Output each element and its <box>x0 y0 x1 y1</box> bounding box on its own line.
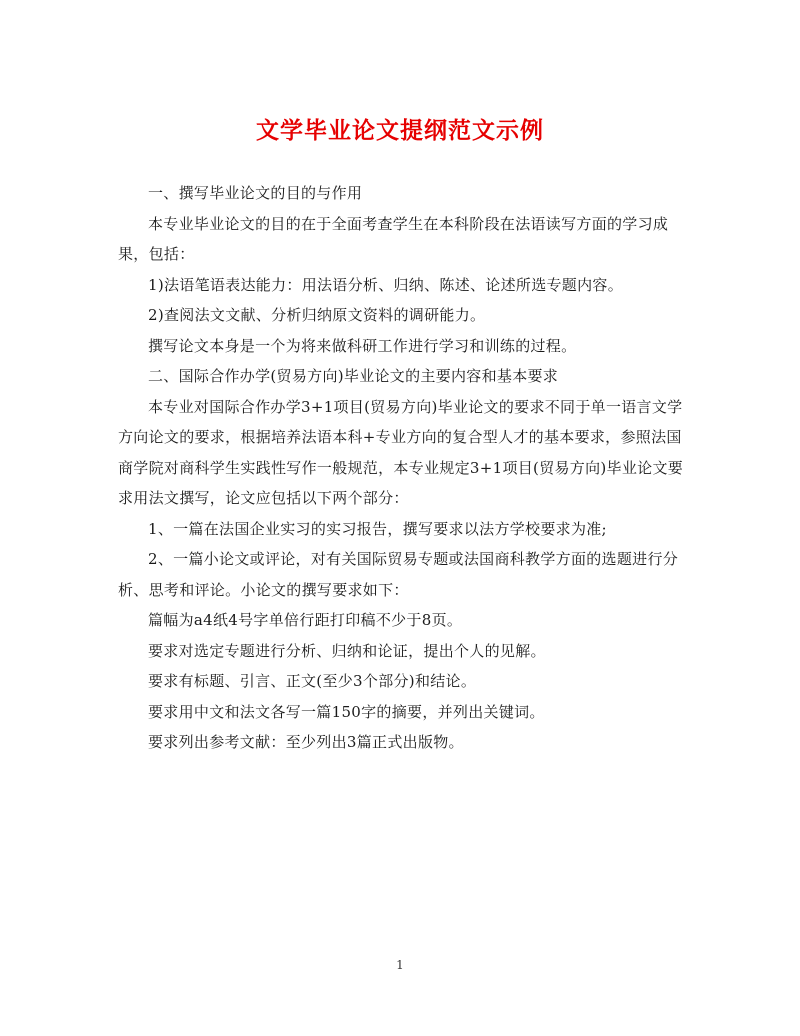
page-number: 1 <box>396 958 404 972</box>
heading-section-2: 二、国际合作办学(贸易方向)毕业论文的主要内容和基本要求 <box>148 367 559 385</box>
list-item: 2、一篇小论文或评论，对有关国际贸易专题或法国商科教学方面的选题进行分析、思考和评论。小论文的撰写要求如下： <box>118 550 679 599</box>
requirement-item: 要求列出参考文献：至少列出3篇正式出版物。 <box>148 733 464 751</box>
paragraph: 本专业毕业论文的目的在于全面考查学生在本科阶段在法语读写方面的学习成果，包括： <box>118 214 669 263</box>
requirement-item: 要求用中文和法文各写一篇150字的摘要，并列出关键词。 <box>148 702 545 721</box>
document-title: 文学毕业论文提纲范文示例 <box>256 117 544 144</box>
document-body <box>118 178 685 758</box>
requirement-item: 篇幅为a4纸4号字单倍行距打印稿不少于8页。 <box>148 611 463 629</box>
list-item: 1)法语笔语表达能力：用法语分析、归纳、陈述、论述所选专题内容。 <box>148 275 623 294</box>
list-item: 2)查阅法文文献、分析归纳原文资料的调研能力。 <box>148 306 486 324</box>
heading-section-1: 一、撰写毕业论文的目的与作用 <box>148 184 363 202</box>
paragraph: 本专业对国际合作办学3+1项目(贸易方向)毕业论文的要求不同于单一语言文学方向论文的要求，根据培养法语本科+专业方向的复合型人才的基本要求，参照法国商学院对商科学生实践性写作一般规范，本专业规定3+1项目(贸易方向)毕业论文要求用法文撰写，论文应包括以下两个部分： <box>118 397 684 507</box>
requirement-item: 要求对选定专题进行分析、归纳和论证，提出个人的见解。 <box>148 641 546 660</box>
requirement-item: 要求有标题、引言、正文(至少3个部分)和结论。 <box>148 672 477 690</box>
paragraph: 撰写论文本身是一个为将来做科研工作进行学习和训练的过程。 <box>148 336 577 355</box>
list-item: 1、一篇在法国企业实习的实习报告，撰写要求以法方学校要求为准; <box>148 519 607 538</box>
